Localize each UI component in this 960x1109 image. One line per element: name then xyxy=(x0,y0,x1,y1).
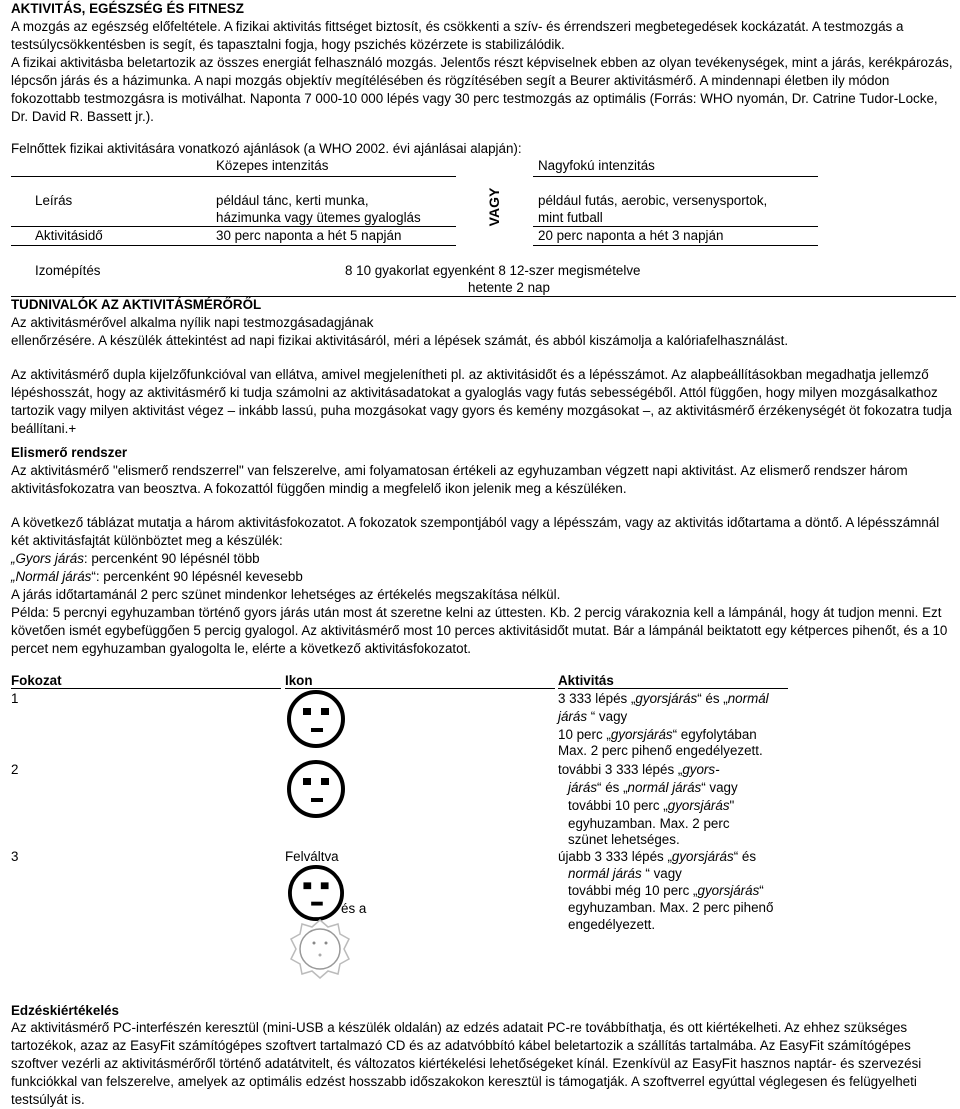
who-row-time-moderate: 30 perc naponta a hét 5 napján xyxy=(216,228,402,243)
device-info-paragraph-1a: Az aktivitásmérővel alkalma nyílik napi testmozgásadagjának xyxy=(11,315,374,330)
level-2-a2-term-1: járás xyxy=(568,780,598,795)
starburst-smile-icon xyxy=(289,918,351,980)
level-1-activity-line-1 xyxy=(558,690,769,708)
level-3-activity-line-2 xyxy=(568,865,682,883)
level-3-a2-term: normál járás xyxy=(568,866,642,881)
level-2-activity-line-5: szünet lehetséges. xyxy=(568,832,680,847)
device-info-heading: TUDNIVALÓK AZ AKTIVITÁSMÉRŐRŐL xyxy=(11,297,262,312)
level-1-a1-term-2: normál xyxy=(727,691,769,706)
who-col-moderate: Közepes intenzitás xyxy=(216,158,329,173)
who-row-description-moderate-2: házimunka vagy ütemes gyaloglás xyxy=(216,210,421,225)
level-table-header-activity: Aktivitás xyxy=(558,673,614,688)
fast-walk-definition xyxy=(11,550,956,568)
level-2-activity-line-3 xyxy=(568,797,734,815)
level-2-activity-line-1 xyxy=(558,761,720,779)
level-3-icon-label-and: és a xyxy=(341,901,367,916)
level-2-activity-line-2 xyxy=(568,779,738,797)
level-2-activity-line-4: egyhuzamban. Max. 2 perc xyxy=(568,816,730,831)
neutral-face-icon xyxy=(287,760,345,818)
intro-paragraph-2: A fizikai aktivitásba beletartozik az összes energiát felhasználó mozgás. Jelentős részt képviselnek ebben az olyan tevékenységek, mint a járás, kerékpározás, lépcsőn járás és a házimunka. A napi mozgás objektív megítélésében és rögzítésében segít a Beurer aktivitásmérő. A mindennapi életben ily módon fokozottabb testmozgásra is motiválhat. Naponta 7 000-10 000 lépés vagy 30 perc testmozgás az optimális (Forrás: WHO nyomán, Dr. Catrine Tudor-Locke, Dr. David R. Bassett jr.). xyxy=(11,55,953,124)
level-2-a1-pre: további 3 333 lépés „ xyxy=(558,762,683,777)
level-3-activity-line-4: egyhuzamban. Max. 2 perc pihenő xyxy=(568,900,774,915)
level-3-a2-rest: “ vagy xyxy=(641,866,682,881)
fast-walk-desc: : percenként 90 lépésnél több xyxy=(83,551,260,566)
who-row-description-label: Leírás xyxy=(35,193,73,208)
level-2-number: 2 xyxy=(11,762,19,777)
who-header-rule-vigorous xyxy=(533,176,818,177)
who-header-rule-left xyxy=(11,176,209,177)
level-table-header-rule-2 xyxy=(285,688,555,689)
who-row-description-vigorous-2: mint futball xyxy=(538,210,603,225)
who-header-rule-moderate xyxy=(209,176,456,177)
level-1-a3-rest: “ egyfolytában xyxy=(672,727,757,742)
reward-system-paragraph-1: Az aktivitásmérő "elismerő rendszerrel" van felszerelve, ami folyamatosan értékeli az egyhuzamban végzett napi aktivitást. Az elismerő rendszer három aktivitásfokozatra van beosztva. A fokozattól függően mindig a megfelelő ikon jelenik meg a készüléken. xyxy=(11,463,908,496)
fast-walk-term: „Gyors járás xyxy=(11,551,84,566)
who-row-time-label: Aktivitásidő xyxy=(35,228,103,243)
level-3-a1-pre: újabb 3 333 lépés „ xyxy=(558,849,672,864)
training-evaluation-heading: Edzéskiértékelés xyxy=(11,1003,119,1018)
level-1-a1-term-1: gyorsjárás xyxy=(635,691,698,706)
neutral-face-icon xyxy=(287,690,345,748)
level-1-a2-rest: “ vagy xyxy=(587,709,628,724)
who-table-caption: Felnőttek fizikai aktivitására vonatkozó ajánlások (a WHO 2002. évi ajánlásai alapján): xyxy=(11,141,522,156)
level-3-a1-term: gyorsjárás xyxy=(671,849,734,864)
doc-title: AKTIVITÁS, EGÉSZSÉG ÉS FITNESZ xyxy=(11,1,244,16)
level-1-a1-mid: “ és „ xyxy=(697,691,728,706)
who-row2-rule-right xyxy=(533,245,818,246)
who-row2-rule-left xyxy=(11,245,456,246)
who-col-vigorous: Nagyfokú intenzitás xyxy=(538,158,655,173)
level-3-activity-line-1 xyxy=(558,848,756,866)
reward-system-paragraph-3: A járás időtartamánál 2 perc szünet mindenkor lehetséges az értékelés megszakítása nélkül. xyxy=(11,587,561,602)
normal-walk-desc: “: percenként 90 lépésnél kevesebb xyxy=(91,569,303,584)
level-2-a1-term: gyors- xyxy=(682,762,720,777)
reward-system-paragraph-2: A következő táblázat mutatja a három aktivitásfokozatot. A fokozatok szempontjából vagy a lépésszám, vagy az aktivitás időtartama a döntő. A lépésszámnál két aktivitásfajtát különböztet meg a készülék: xyxy=(11,515,940,548)
level-3-activity-line-3 xyxy=(568,882,764,900)
who-row-muscle-label: Izomépítés xyxy=(35,263,101,278)
who-row-description-moderate-1: például tánc, kerti munka, xyxy=(216,193,369,208)
level-3-a1-rest: “ és xyxy=(733,849,757,864)
who-row-muscle-line-1: 8 10 gyakorlat egyenként 8 12-szer megismételve xyxy=(345,263,641,278)
level-table-header-icon: Ikon xyxy=(285,673,313,688)
device-info-paragraph-1b: ellenőrzésére. A készülék áttekintést ad napi fizikai aktivitásáról, méri a lépések számát, és abból kiszámolja a kalóriafelhasználást. xyxy=(11,333,789,348)
level-2-a2-term-2: normál járás xyxy=(627,780,702,795)
level-2-a3-term: gyorsjárás xyxy=(667,798,730,813)
level-3-number: 3 xyxy=(11,849,19,864)
training-evaluation-paragraph: Az aktivitásmérő PC-interfészén keresztül (mini-USB a készülék oldalán) az edzés adatait PC-re továbbíthatja, és ott kiértékelheti. Az ehhez szükséges tartozékok, azaz az EasyFit számítógépes szoftvert tartalmazó CD és az adatvóbbító kábel beletartozik a szállítás tartalmába. Az EasyFit számítógépes szoftver vezérli az aktivitásmérőről történő adatátvitelt, és változatos kiértékelési lehetőségeket kínál. Ezenkívül az EasyFit hasznos naptár- és szervezési funkciókkal van felszerelve, amelyek az optimális edzést hosszabb időszakokon keresztül is támogatják. A szoftverrel egyúttal véglegesen és felügyelheti testsúlyát is. xyxy=(11,1020,922,1107)
reward-system-example: Példa: 5 percnyi egyhuzamban történő gyors járás után most át szeretne kelni az úttesten. Kb. 2 percig várakoznia kell a lámpánál, hogy át tudjon menni. Ezt követően ismét egybefüggően 5 percig gyalogol. Az aktivitásmérő most 10 perces aktivitásidőt mutat. Bár a lámpánál beiktatott egy kétperces pihenőt, és a 10 percet nem egyhuzamban gyalogolta le, elérte a következő aktivitásfokozatot. xyxy=(11,605,948,656)
level-1-number: 1 xyxy=(11,691,19,706)
normal-walk-definition xyxy=(11,568,956,586)
level-1-activity-line-4: Max. 2 perc pihenő engedélyezett. xyxy=(558,743,763,758)
level-2-a3-pre: további 10 perc „ xyxy=(568,798,668,813)
level-table-header-rule-3 xyxy=(558,688,788,689)
who-row-time-vigorous: 20 perc naponta a hét 3 napján xyxy=(538,228,724,243)
level-1-a3-term: gyorsjárás xyxy=(610,727,673,742)
level-2-a3-rest: " xyxy=(729,798,735,813)
level-2-a2-rest: “ vagy xyxy=(701,780,738,795)
level-1-a2-term: járás xyxy=(558,709,588,724)
level-1-activity-line-2 xyxy=(558,708,627,726)
level-2-a2-mid: “ és „ xyxy=(597,780,628,795)
level-table-header-level: Fokozat xyxy=(11,673,62,688)
vagy-label: VAGY xyxy=(486,187,502,227)
level-3-a3-term: gyorsjárás xyxy=(697,883,760,898)
who-row-muscle-line-2: hetente 2 nap xyxy=(468,280,550,295)
neutral-face-icon xyxy=(288,865,344,921)
level-3-a3-pre: további még 10 perc „ xyxy=(568,883,698,898)
level-1-a1-pre: 3 333 lépés „ xyxy=(558,691,636,706)
level-table-header-rule-1 xyxy=(11,688,281,689)
normal-walk-term: „Normál járás xyxy=(11,569,92,584)
device-info-paragraph-2: Az aktivitásmérő dupla kijelzőfunkcióval van ellátva, amivel megjelenítheti pl. az aktivitásidőt és a lépésszámot. Az alapbeállításokban megadhatja jellemző lépéshosszát, hogy az aktivitásmérő ki tudja számolni az aktivitásadatokat a gyaloglás vagy futás sebességéből. Attól függően, hogy milyen mozgásalkathoz tartozik vagy milyen aktivitást végez – inkább lassú, puha mozgásokat vagy gyors és kemény mozgásokat –, az aktivitásmérő érzékenységét öt fokozatra tudja beállítani.+ xyxy=(11,367,952,436)
level-1-a3-pre: 10 perc „ xyxy=(558,727,611,742)
reward-system-heading: Elismerő rendszer xyxy=(11,445,128,460)
level-3-activity-line-5: engedélyezett. xyxy=(568,917,656,932)
intro-paragraph-1: A mozgás az egészség előfeltétele. A fizikai aktivitás fittséget biztosít, és csökkenti a szív- és érrendszeri megbetegedések kockázatát. A testmozgás a testsúlycsökkentésben is segít, és tapasztalni fogja, hogy pszichés közérzete is stabilizálódik. xyxy=(11,19,904,52)
level-3-icon-label-alternating: Felváltva xyxy=(285,849,339,864)
who-row-description-vigorous-1: például futás, aerobic, versenysportok, xyxy=(538,193,768,208)
level-3-a3-rest: “ xyxy=(759,883,764,898)
